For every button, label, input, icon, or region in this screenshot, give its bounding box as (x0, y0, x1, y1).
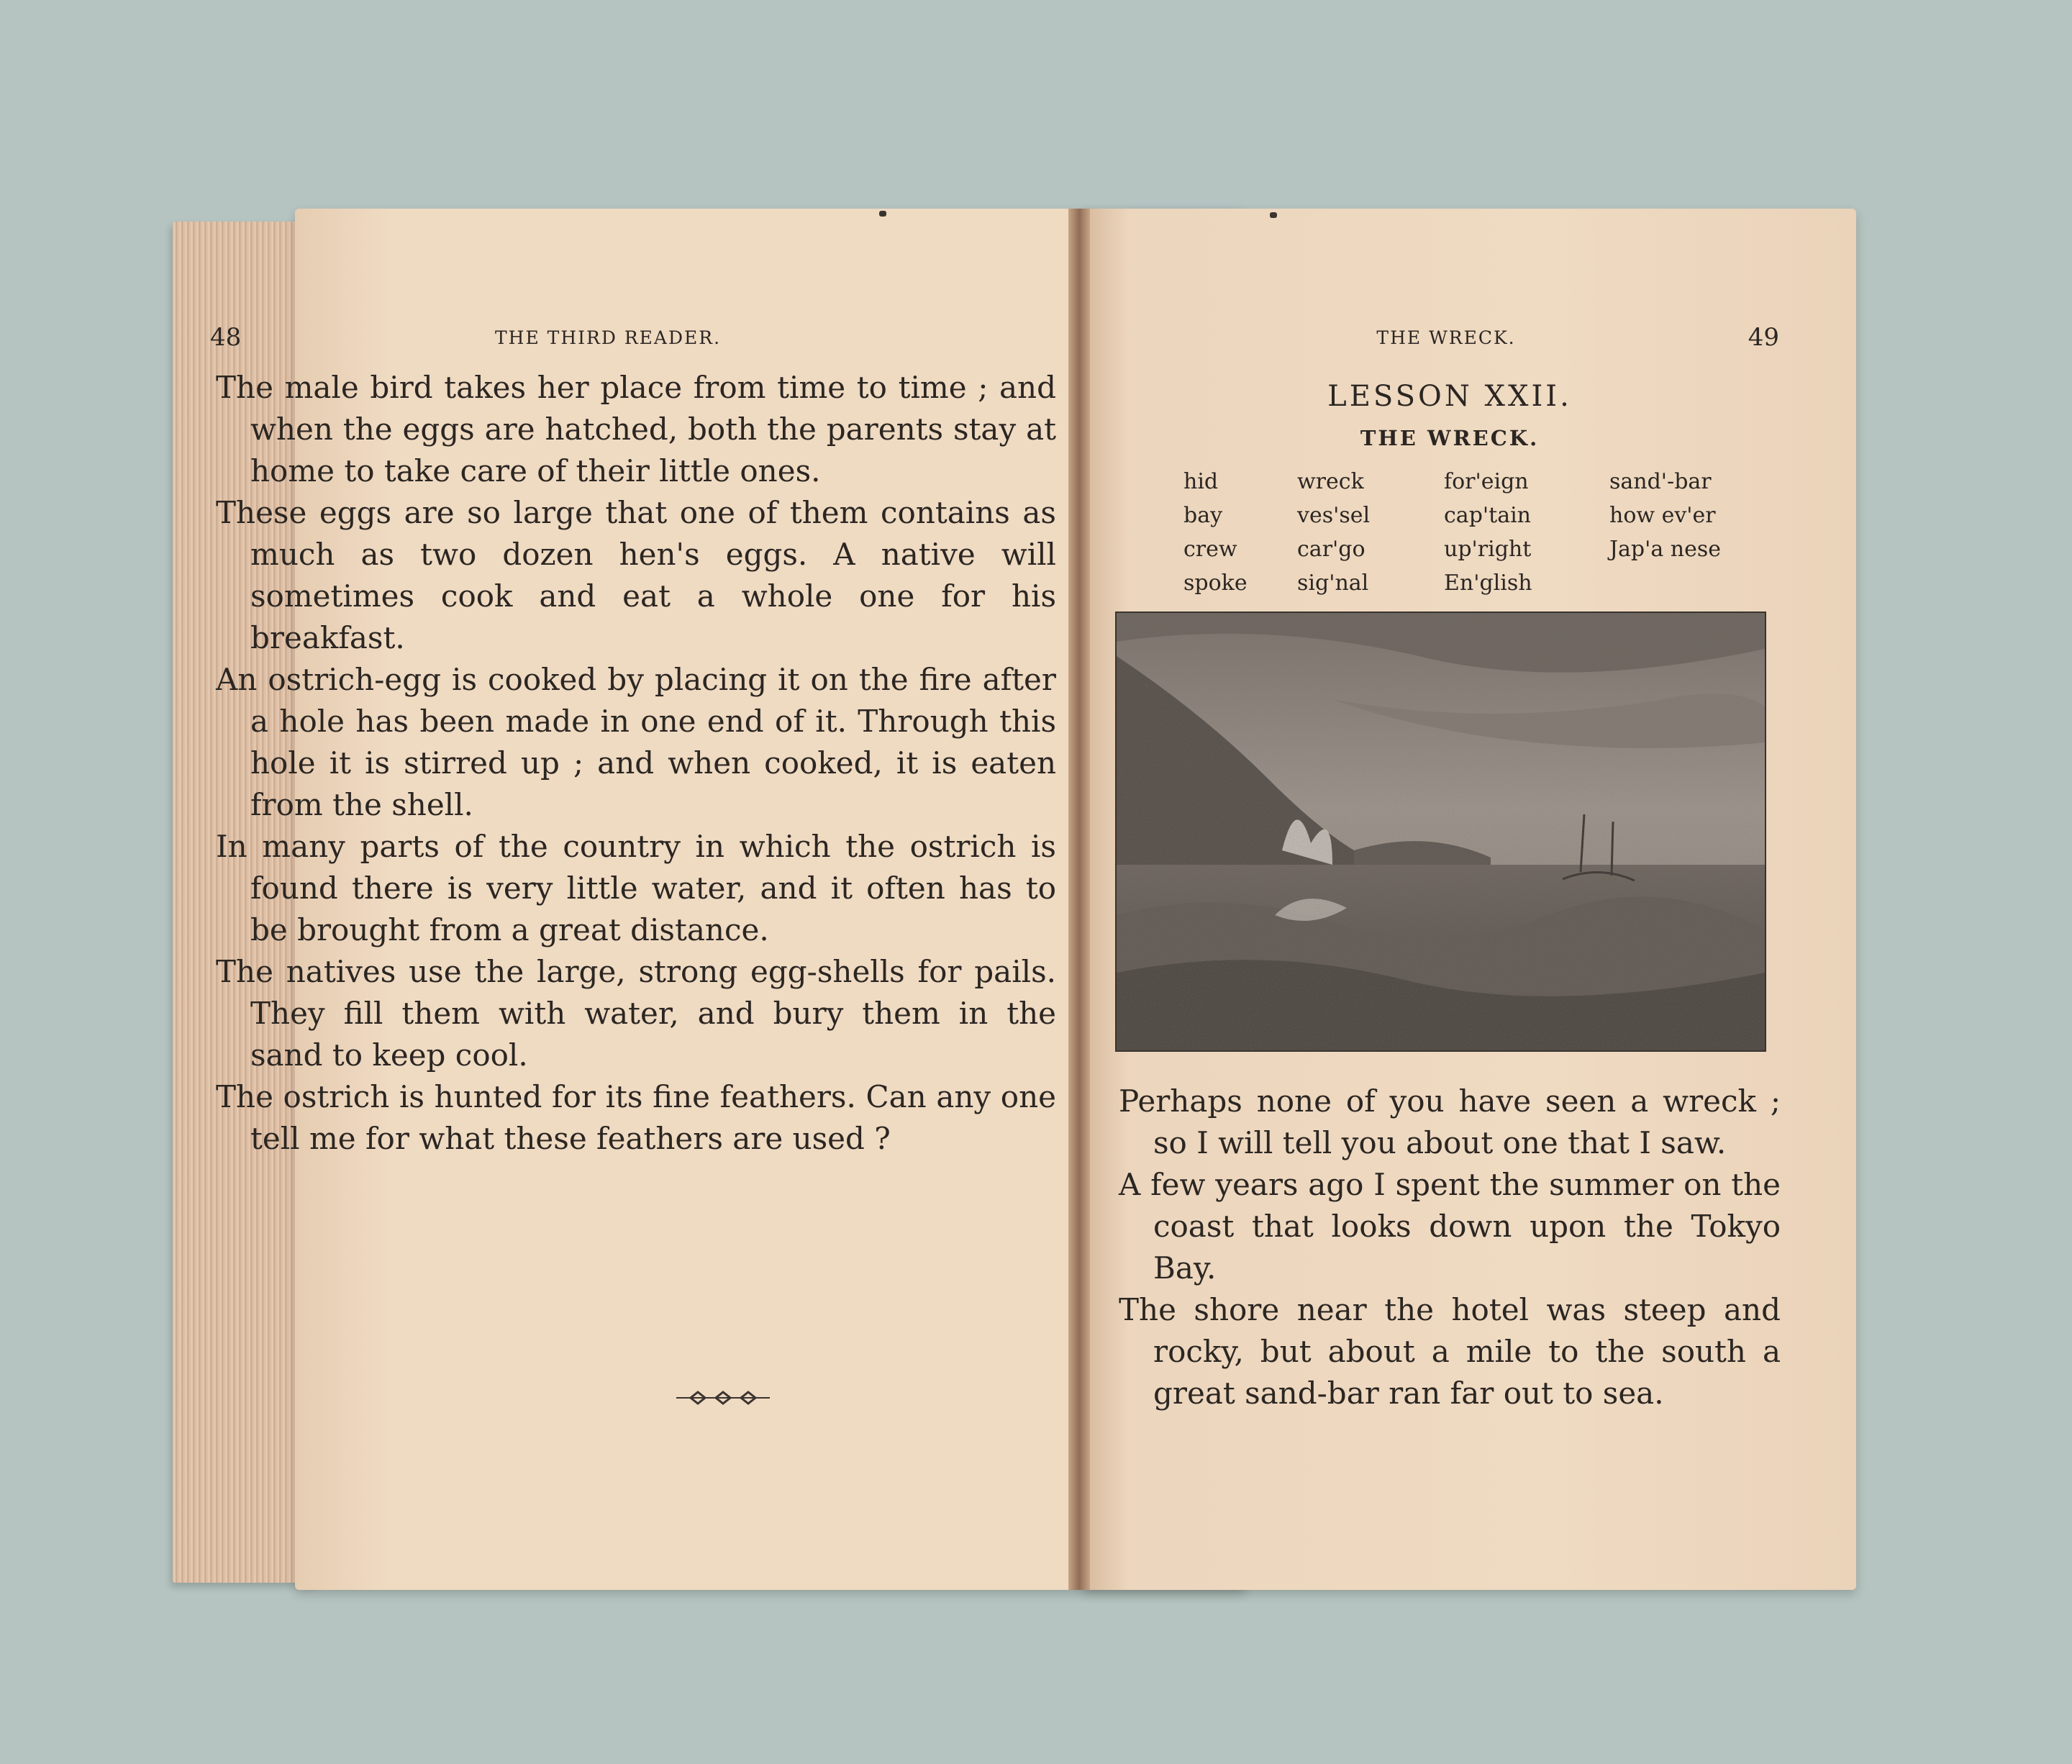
right-page-text (1119, 323, 1781, 1414)
paragraph: The male bird takes her place from time to time ; and when the eggs are hatched, both the parents stay at home to take care of their little ones. (216, 370, 1056, 488)
page-number: 48 (210, 323, 242, 352)
vocab-word: ves'sel (1297, 503, 1371, 528)
vocabulary-column (1609, 465, 1721, 566)
vocab-word: wreck (1297, 469, 1364, 494)
binding-mark (879, 211, 886, 217)
paragraph: These eggs are so large that one of them contains as much as two dozen hen's eggs. A native will sometimes cook and eat a whole one for his breakfast. (216, 495, 1056, 655)
vocab-word: spoke (1183, 570, 1248, 596)
page-number: 49 (1748, 323, 1779, 352)
paragraph: The shore near the hotel was steep and rocky, but about a mile to the south a great sand-bar ran far out to sea. (1119, 1292, 1781, 1411)
vocab-word: sand'-bar (1609, 469, 1712, 494)
vocabulary-list (1119, 465, 1781, 596)
shipwreck-illustration (1115, 612, 1766, 1052)
paragraph: A few years ago I spent the summer on the coast that looks down upon the Tokyo Bay. (1119, 1167, 1781, 1286)
vocab-word: hid (1183, 469, 1219, 494)
vocab-word: cap'tain (1444, 503, 1531, 528)
vocab-word: Jap'a nese (1609, 537, 1722, 562)
paragraph: In many parts of the country in which the ostrich is found there is very little water, and it often has to be brought from a great distance. (216, 829, 1056, 947)
paragraph: An ostrich-egg is cooked by placing it on the fire after a hole has been made in one end of it. Through this hole it is stirred up ; and when cooked, it is eaten from the shell. (216, 662, 1056, 822)
vocab-word: car'go (1297, 537, 1366, 562)
vocab-word: how ev'er (1609, 503, 1716, 528)
left-page-text (210, 323, 1056, 1160)
vocab-word: En'glish (1444, 570, 1532, 596)
right-running-head (1119, 323, 1781, 367)
ornament-divider (676, 1385, 770, 1412)
paragraph: The ostrich is hunted for its fine feathers. Can any one tell me for what these feathers are used ? (216, 1079, 1056, 1156)
vocab-word: for'eign (1444, 469, 1529, 494)
vocab-word: sig'nal (1297, 570, 1369, 596)
left-running-head (210, 323, 1056, 367)
vocabulary-column (1444, 465, 1532, 600)
lesson-title: LESSON XXII. (1327, 380, 1572, 413)
vocabulary-column (1297, 465, 1370, 600)
paragraph: The natives use the large, strong egg-shells for pails. They fill them with water, and bury them in the sand to keep cool. (216, 954, 1056, 1073)
running-title: THE WRECK. (1376, 327, 1516, 348)
paragraph: Perhaps none of you have seen a wreck ; so I will tell you about one that I saw. (1119, 1083, 1781, 1160)
running-title: THE THIRD READER. (494, 327, 722, 348)
vocab-word: up'right (1444, 537, 1532, 562)
vocabulary-column (1183, 465, 1248, 600)
vocab-word: bay (1183, 503, 1223, 528)
vocab-word: crew (1183, 537, 1237, 562)
binding-mark (1270, 212, 1277, 218)
lesson-subtitle: THE WRECK. (1360, 426, 1540, 450)
book-gutter (1068, 209, 1090, 1590)
